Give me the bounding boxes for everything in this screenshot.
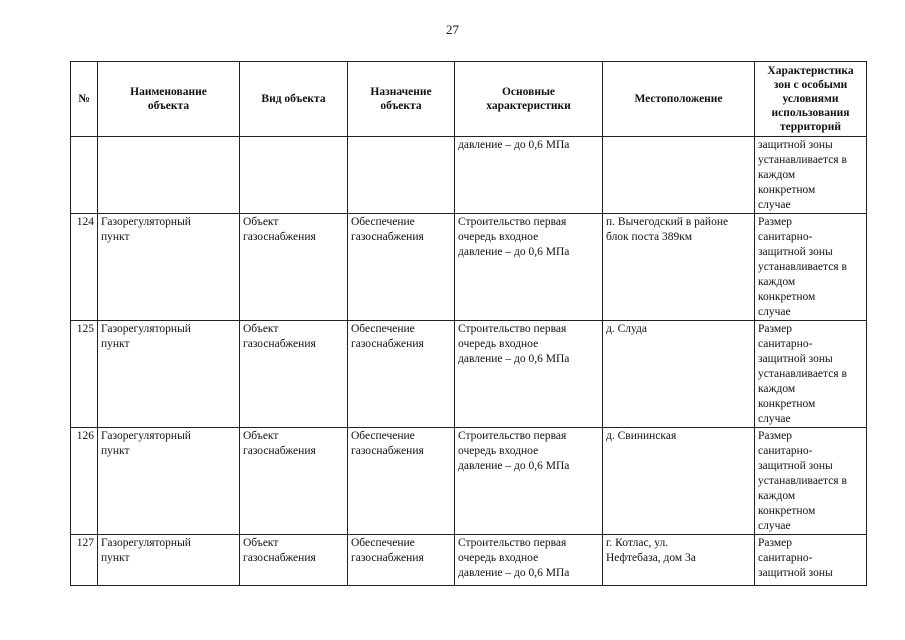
cell-purpose: Обеспечение газоснабжения [348, 321, 455, 428]
header-main-characteristics: Основные характеристики [455, 62, 603, 137]
cell-number [71, 535, 98, 586]
cell-type: Объект газоснабжения [240, 214, 348, 321]
cell-type-text: Объект газоснабжения [243, 537, 316, 564]
cell-number [71, 137, 98, 214]
cell-zones-text: Размер санитарно- защитной зоны [758, 537, 833, 579]
cell-zones: Размер санитарно- защитной зоны устанавливается в каждом конкретном случае [755, 214, 867, 321]
cell-type [240, 137, 348, 214]
cell-number-text: 127 [76, 537, 94, 549]
cell-zones: защитной зоны устанавливается в каждом конкретном случае [755, 137, 867, 214]
cell-characteristics-text: Строительство первая очередь входное давление – до 0,6 МПа [458, 537, 570, 579]
cell-number: 126 [71, 428, 98, 535]
table-header [71, 62, 867, 137]
cell-location: д. Свининская [603, 428, 755, 535]
header-object-name: Наименование объекта [98, 62, 240, 137]
cell-location [603, 535, 755, 586]
header-location: Местоположение [603, 62, 755, 137]
cell-location [603, 137, 755, 214]
cell-purpose [348, 535, 455, 586]
cell-characteristics: давление – до 0,6 МПа [455, 137, 603, 214]
cell-name: Газорегуляторный пункт [98, 428, 240, 535]
cell-name-text: Газорегуляторный пункт [101, 537, 191, 564]
cell-type: Объект газоснабжения [240, 428, 348, 535]
cell-characteristics [455, 535, 603, 586]
objects-table [70, 61, 867, 586]
header-row [71, 62, 867, 137]
cell-zones [755, 535, 867, 586]
table-body [71, 137, 867, 586]
cell-characteristics: Строительство первая очередь входное давление – до 0,6 МПа [455, 428, 603, 535]
header-object-purpose: Назначение объекта [348, 62, 455, 137]
page-number: 27 [446, 22, 459, 37]
cell-number: 124 [71, 214, 98, 321]
cell-name: Газорегуляторный пункт [98, 321, 240, 428]
table-row [71, 535, 867, 586]
table-row-continuation [71, 137, 867, 214]
cell-type: Объект газоснабжения [240, 321, 348, 428]
table-row [71, 214, 867, 321]
cell-zones: Размер санитарно- защитной зоны устанавливается в каждом конкретном случае [755, 321, 867, 428]
cell-characteristics: Строительство первая очередь входное давление – до 0,6 МПа [455, 321, 603, 428]
cell-zones: Размер санитарно- защитной зоны устанавливается в каждом конкретном случае [755, 428, 867, 535]
header-number: № [71, 62, 98, 137]
cell-name [98, 137, 240, 214]
cell-location-text: г. Котлас, ул. Нефтебаза, дом 3а [606, 537, 696, 564]
cell-purpose: Обеспечение газоснабжения [348, 428, 455, 535]
cell-name: Газорегуляторный пункт [98, 214, 240, 321]
cell-purpose-text: Обеспечение газоснабжения [351, 537, 424, 564]
cell-name [98, 535, 240, 586]
table-row [71, 428, 867, 535]
header-special-zones: Характеристика зон с особыми условиями использования территорий [755, 62, 867, 137]
cell-purpose: Обеспечение газоснабжения [348, 214, 455, 321]
cell-location: д. Слуда [603, 321, 755, 428]
header-object-type: Вид объекта [240, 62, 348, 137]
cell-purpose [348, 137, 455, 214]
cell-characteristics: Строительство первая очередь входное давление – до 0,6 МПа [455, 214, 603, 321]
cell-type [240, 535, 348, 586]
cell-location: п. Вычегодский в районе блок поста 389км [603, 214, 755, 321]
cell-number: 125 [71, 321, 98, 428]
table-row [71, 321, 867, 428]
